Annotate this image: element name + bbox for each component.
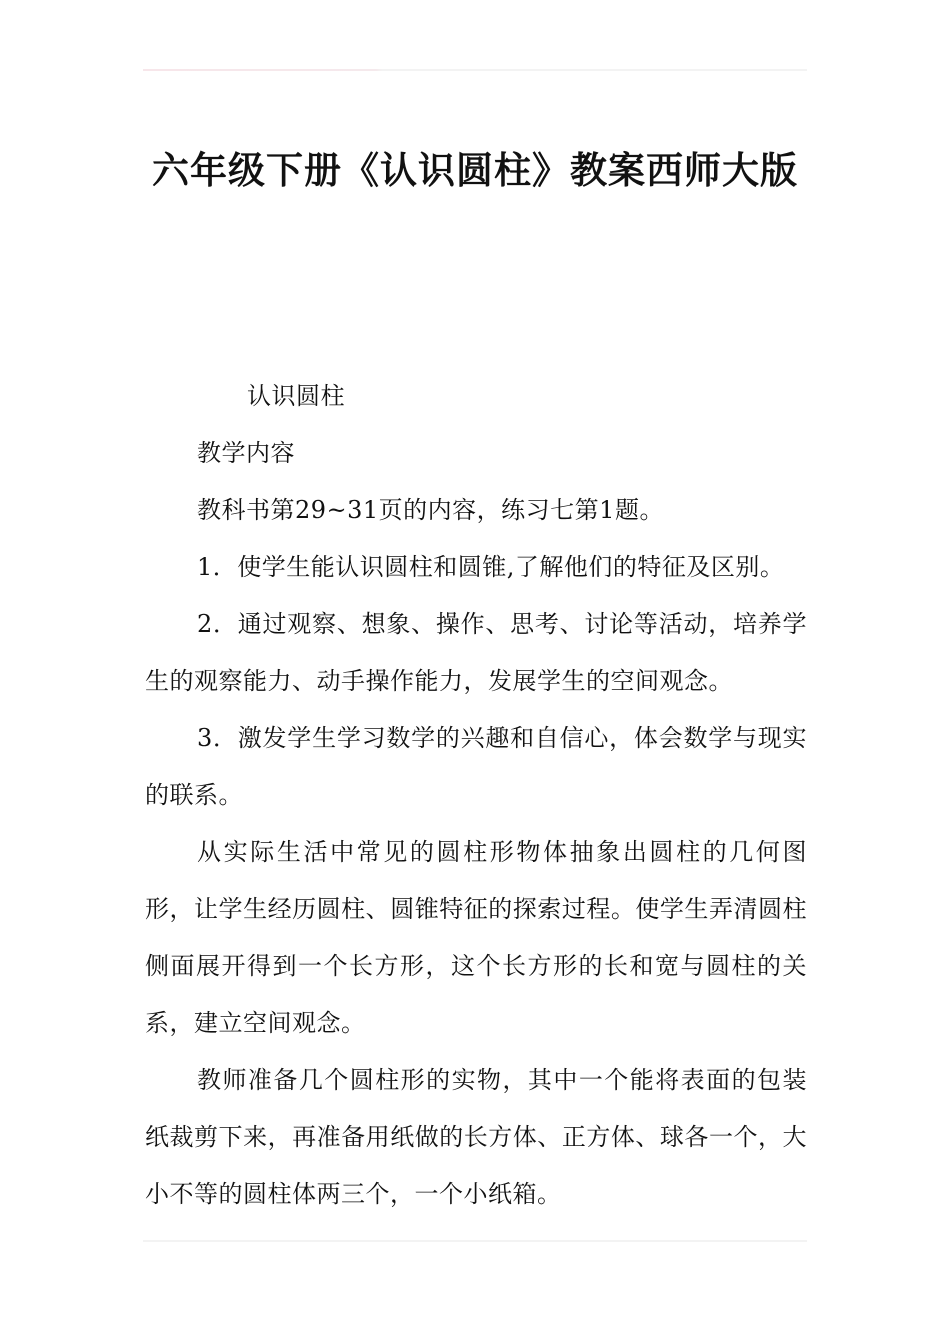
document-body bbox=[145, 368, 807, 1223]
section-heading: 教学内容 bbox=[197, 439, 295, 467]
footer-rule bbox=[143, 1240, 807, 1242]
objective-item: 1．使学生能认识圆柱和圆锥,了解他们的特征及区别。 bbox=[197, 553, 785, 581]
paragraph: 教师准备几个圆柱形的实物，其中一个能将表面的包装纸裁剪下来，再准备用纸做的长方体、正方体、球各一个，大小不等的圆柱体两三个，一个小纸箱。 bbox=[145, 1066, 807, 1208]
document-title: 六年级下册《认识圆柱》教案西师大版 bbox=[152, 148, 798, 192]
header-rule bbox=[143, 69, 807, 71]
paragraph: 从实际生活中常见的圆柱形物体抽象出圆柱的几何图形，让学生经历圆柱、圆锥特征的探索过程。使学生弄清圆柱侧面展开得到一个长方形，这个长方形的长和宽与圆柱的关系，建立空间观念。 bbox=[145, 838, 807, 1037]
paragraph: 教科书第29~31页的内容，练习七第1题。 bbox=[197, 496, 664, 524]
objective-item: 2．通过观察、想象、操作、思考、讨论等活动，培养学生的观察能力、动手操作能力，发展学生的空间观念。 bbox=[145, 610, 807, 695]
objective-item: 3．激发学生学习数学的兴趣和自信心，体会数学与现实的联系。 bbox=[145, 724, 807, 809]
section-title: 认识圆柱 bbox=[247, 382, 345, 410]
